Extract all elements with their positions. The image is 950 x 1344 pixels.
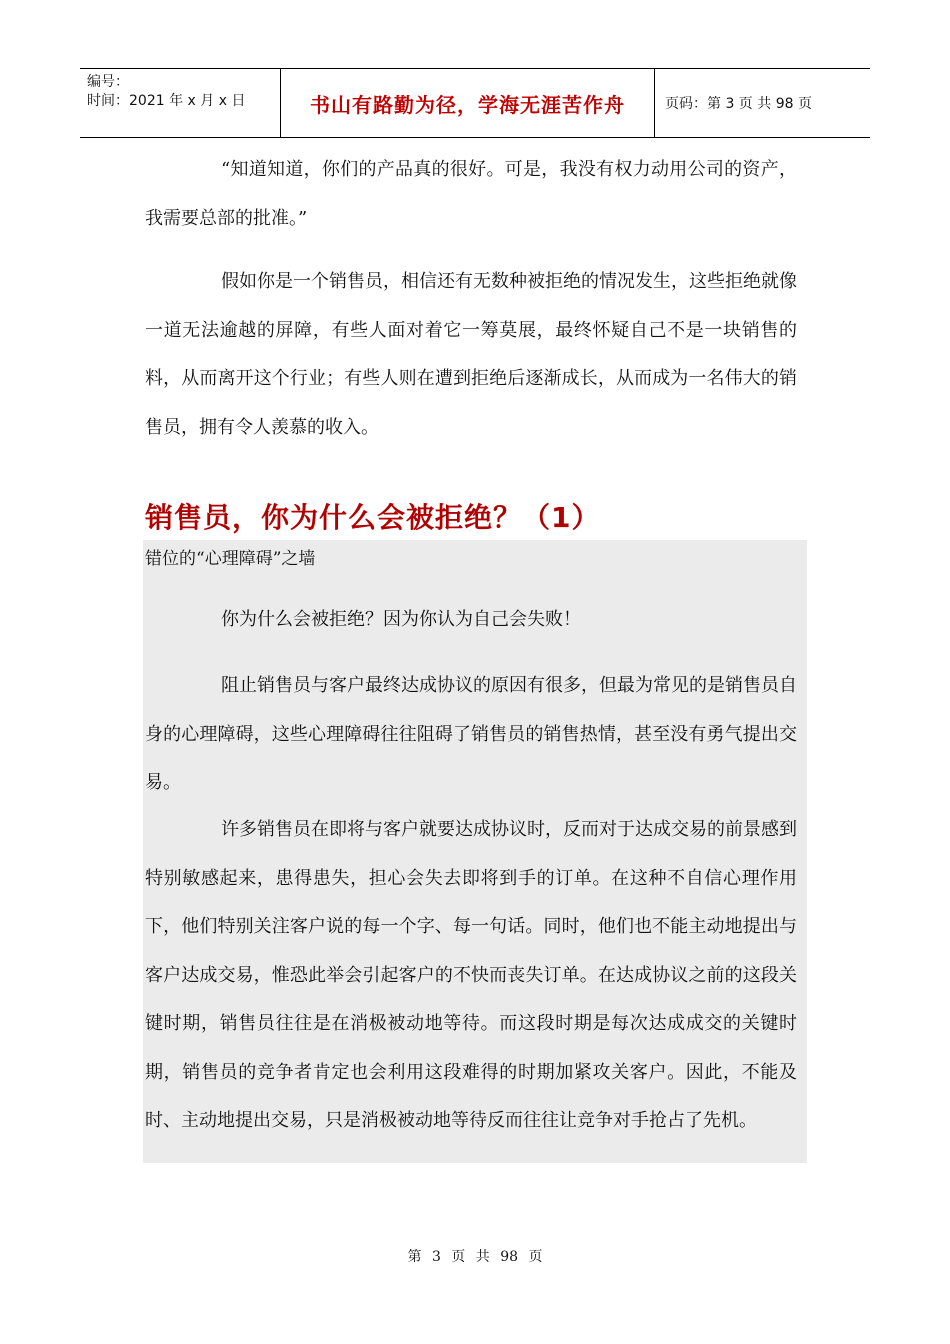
section-heading: 销售员，你为什么会被拒绝？（1） [145,501,601,534]
paragraph-quote: “知道知道，你们的产品真的很好。可是，我没有权力动用公司的资产，我需要总部的批准。” [145,159,797,229]
header-motto: 书山有路勤为径，学海无涯苦作舟 [281,69,655,137]
paragraph-details: 许多销售员在即将与客户就要达成协议时，反而对于达成交易的前景感到特别敏感起来，患得患失，担心会失去即将到手的订单。在这种不自信心理作用下，他们特别关注客户说的每一个字、每一句话。同时，他们也不能主动地提出与客户达成交易，惟恐此举会引起客户的不快而丧失订单。在达成协议之前的这段关键时期，销售员往往是在消极被动地等待。而这段时期是每次达成成交的关键时期，销售员的竞争者肯定也会利用这段难得的时期加紧攻关客户。因此，不能及时、主动地提出交易，只是消极被动地等待反而往往让竞争对手抢占了先机。 [145,819,797,1131]
time-label: 时间：2021 年 x 月 x 日 [87,93,246,109]
header-page-info: 页码：第 3 页 共 98 页 [665,96,812,112]
paragraph-obstacles: 阻止销售员与客户最终达成协议的原因有很多，但最为常见的是销售员自身的心理障碍，这些心理障碍往往阻碍了销售员的销售热情，甚至没有勇气提出交易。 [145,675,797,793]
header-meta [80,69,281,137]
paragraph-intro: 假如你是一个销售员，相信还有无数种被拒绝的情况发生，这些拒绝就像一道无法逾越的屏障，有些人面对着它一筹莫展，最终怀疑自己不是一块销售的料，从而离开这个行业；有些人则在遭到拒绝后逐渐成长，从而成为一名伟大的销售员，拥有令人羡慕的收入。 [145,271,797,438]
page-footer: 第 3 页 共 98 页 [407,1249,543,1265]
page-header [80,68,870,138]
section-subheading: 错位的“心理障碍”之墙 [145,549,316,569]
number-label: 编号： [87,74,129,90]
paragraph-question: 你为什么会被拒绝？因为你认为自己会失败！ [221,609,581,630]
